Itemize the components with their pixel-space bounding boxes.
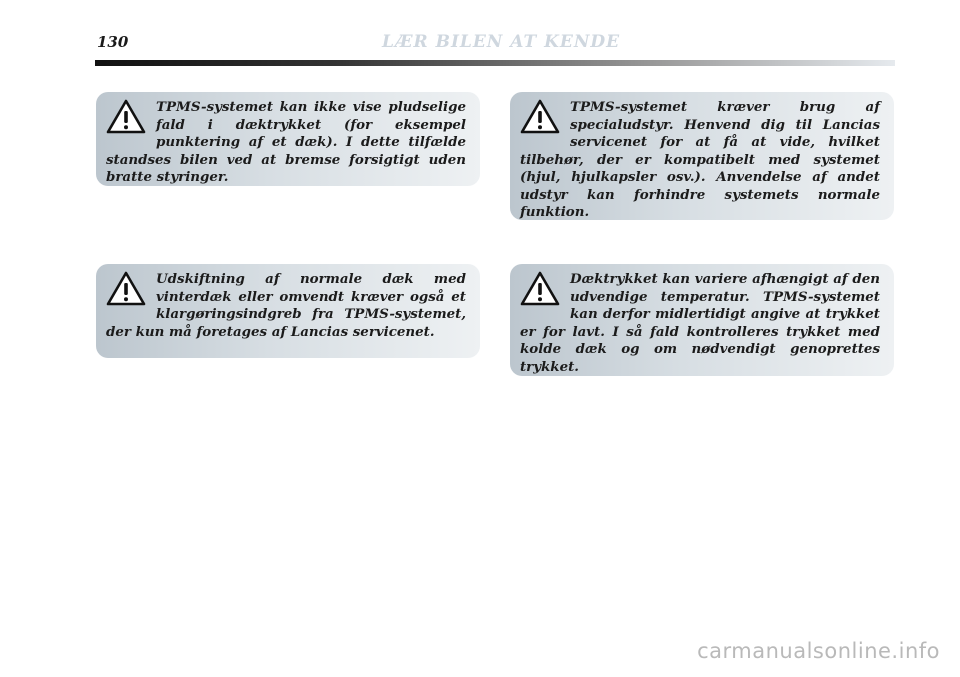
page-number: 130 — [97, 33, 129, 51]
warning-text: TPMS-systemet kan ikke vise pludselige fald i dæktrykket (for eksempel punktering af et dæk). I dette tilfælde standses bilen ved at bremse forsigtigt uden bratte styringer. — [106, 99, 466, 185]
warning-box — [96, 264, 480, 358]
warning-text: Udskiftning af normale dæk med vinterdæk eller omvendt kræver også et klargøringsindgreb fra TPMS-systemet, der kun må foretages af Lancias servicenet. — [106, 271, 466, 340]
warning-box — [510, 264, 894, 376]
warning-box — [96, 92, 480, 186]
warning-text: TPMS-systemet kræver brug af specialudstyr. Henvend dig til Lancias servicenet for at få at vide, hvilket tilbehør, der er kompatibelt med systemet (hjul, hjulkapsler osv.). Anvendelse af andet udstyr kan forhindre systemets normale funktion. — [520, 99, 880, 220]
header-rule — [95, 60, 895, 66]
warning-triangle-icon — [520, 99, 560, 135]
warning-box — [510, 92, 894, 220]
warning-triangle-icon — [520, 271, 560, 307]
warning-text: Dæktrykket kan variere afhængigt af den udvendige temperatur. TPMS-systemet kan derfor midlertidigt angive at trykket er for lavt. I så fald kontrolleres trykket med kolde dæk og om nødvendigt genoprettes trykket. — [520, 271, 880, 375]
watermark: carmanualsonline.info — [697, 639, 940, 663]
warning-triangle-icon — [106, 271, 146, 307]
warning-triangle-icon — [106, 99, 146, 135]
section-title: LÆR BILEN AT KENDE — [382, 32, 621, 52]
